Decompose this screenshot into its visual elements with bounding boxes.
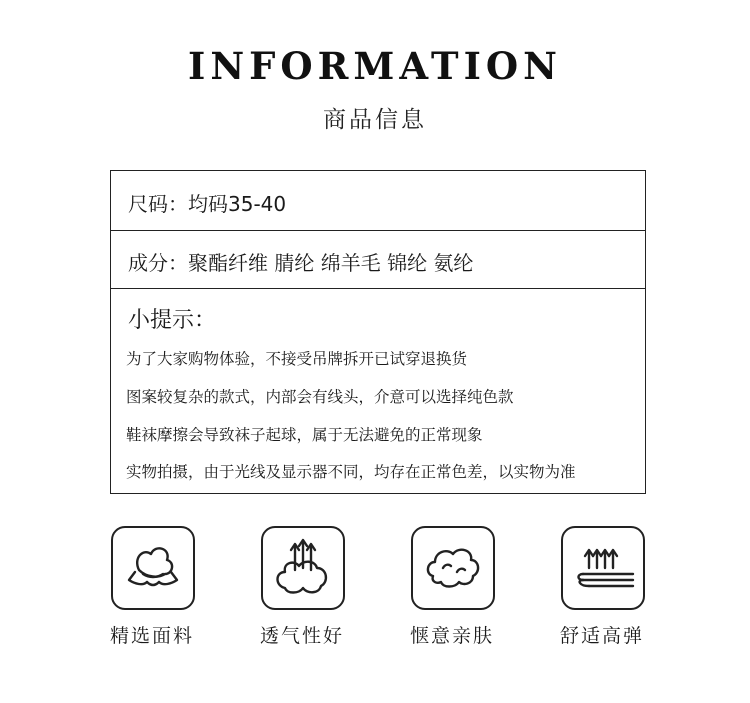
tip-line: 图案较复杂的款式，内部会有线头，介意可以选择纯色款 bbox=[126, 388, 514, 406]
breathable-cloud-icon bbox=[263, 528, 343, 608]
tip-line: 鞋袜摩擦会导致袜子起球，属于无法避免的正常现象 bbox=[126, 426, 483, 444]
tips-section bbox=[111, 289, 645, 493]
size-row bbox=[111, 171, 645, 231]
tip-line: 实物拍摄，由于光线及显示器不同，均存在正常色差，以实物为准 bbox=[126, 463, 576, 481]
tips-heading: 小提示： bbox=[128, 308, 217, 333]
feature-icon-box bbox=[111, 526, 195, 610]
feature-list bbox=[0, 526, 750, 656]
size-text: 尺码：均码35-40 bbox=[128, 192, 287, 216]
feature-icon-box bbox=[561, 526, 645, 610]
feature-label: 舒适高弹 bbox=[559, 625, 644, 647]
feature-icon-box bbox=[261, 526, 345, 610]
page-title: INFORMATION bbox=[188, 44, 562, 88]
material-row bbox=[111, 231, 645, 289]
cotton-boll-icon bbox=[113, 528, 193, 608]
material-text: 成分：聚酯纤维 腈纶 绵羊毛 锦纶 氨纶 bbox=[128, 251, 474, 275]
feature-label: 透气性好 bbox=[259, 625, 344, 647]
feature-label: 精选面料 bbox=[109, 625, 194, 647]
elastic-layers-icon bbox=[563, 528, 643, 608]
feature-label: 惬意亲肤 bbox=[409, 625, 494, 647]
tip-line: 为了大家购物体验，不接受吊牌拆开已试穿退换货 bbox=[126, 350, 468, 368]
cloud-icon bbox=[413, 528, 493, 608]
product-info-table bbox=[110, 170, 646, 494]
feature-icon-box bbox=[411, 526, 495, 610]
page-subtitle: 商品信息 bbox=[323, 107, 427, 133]
